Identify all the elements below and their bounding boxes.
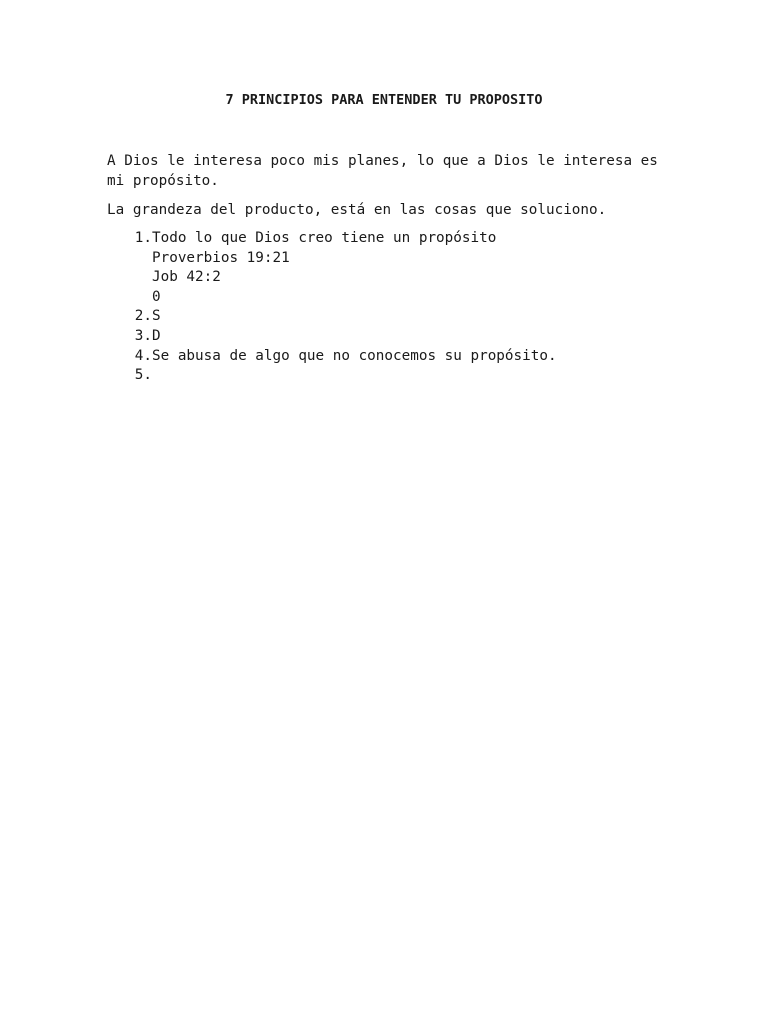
list-item-text — [152, 366, 161, 386]
list-item-reference: Proverbios 19:21 — [152, 249, 290, 266]
paragraph-1: A Dios le interesa poco mis planes, lo que a Dios le interesa es mi propósito. — [107, 153, 658, 189]
list-item-text: Todo lo que Dios creo tiene un propósito — [152, 230, 497, 246]
list-item — [107, 347, 677, 367]
list-item-text: D — [152, 327, 161, 344]
list-item — [107, 307, 677, 327]
list-item-text: Se abusa de algo que no conocemos su propósito. — [152, 347, 557, 364]
list-item-body — [152, 307, 161, 327]
list-number: 5. — [134, 367, 152, 384]
document-body — [107, 151, 677, 386]
list-item-body — [152, 229, 496, 307]
list-item-reference: Job 42:2 — [152, 269, 221, 286]
list-item-text: S — [152, 308, 161, 325]
list-number: 2. — [134, 308, 152, 325]
paragraph-2: La grandeza del producto, está en las cosas que soluciono. — [107, 202, 607, 218]
list-item-text: 0 — [152, 288, 161, 305]
document-title: 7 PRINCIPIOS PARA ENTENDER TU PROPOSITO — [225, 92, 543, 108]
list-number: 1. — [134, 230, 152, 246]
list-item — [107, 327, 677, 347]
list-item — [107, 229, 677, 307]
numbered-list — [107, 229, 677, 386]
list-item-body — [152, 366, 161, 386]
list-number: 4. — [134, 347, 152, 364]
list-item — [107, 366, 677, 386]
list-number: 3. — [134, 327, 152, 344]
list-item-body — [152, 347, 557, 367]
list-item-body — [152, 327, 161, 347]
